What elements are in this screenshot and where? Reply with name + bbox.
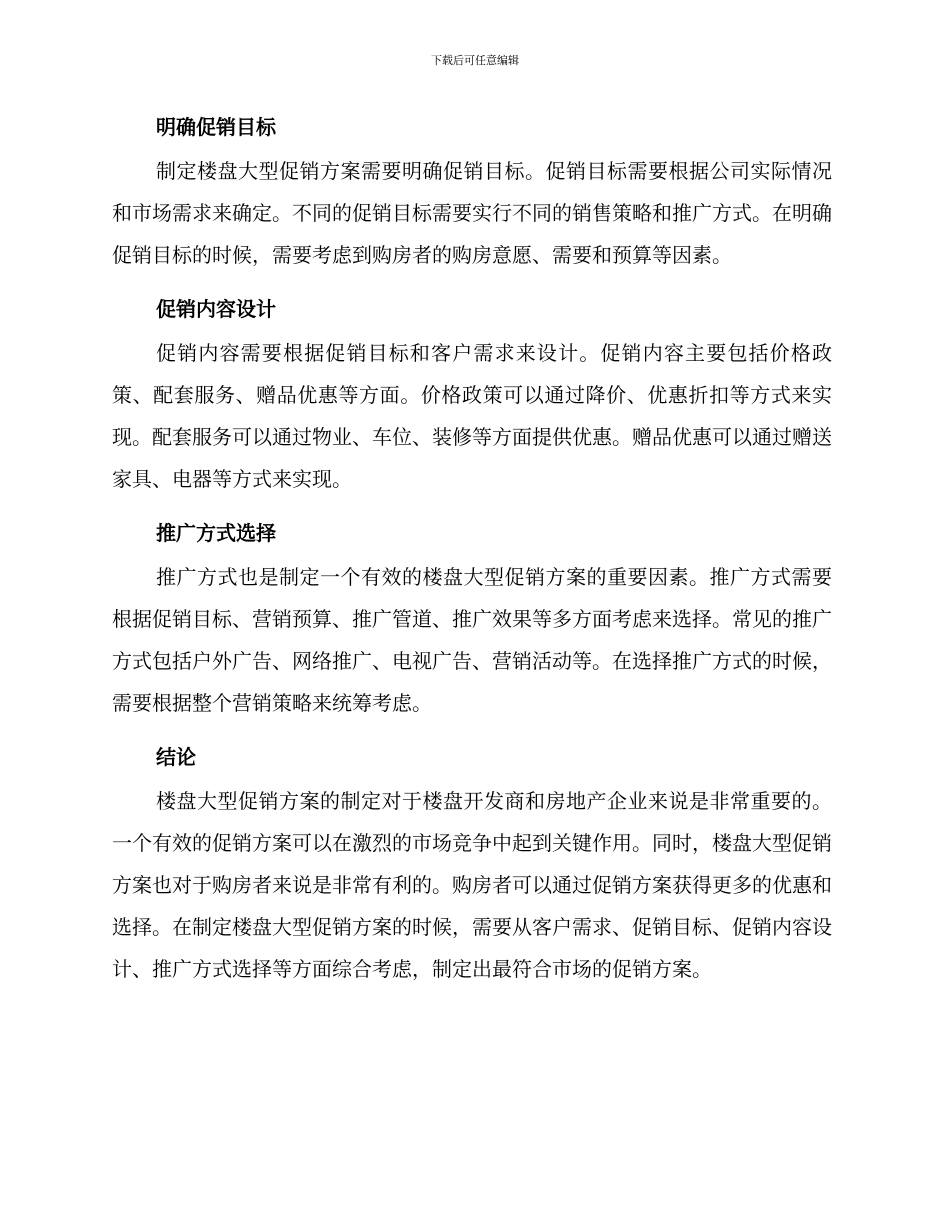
section-promotion-channel-selection [112,514,832,724]
section-paragraph: 制定楼盘大型促销方案需要明确促销目标。促销目标需要根据公司实际情况和市场需求来确定。不同的促销目标需要实行不同的销售策略和推广方式。在明确促销目标的时候，需要考虑到购房者的购房意愿、需要和预算等因素。 [112,159,832,267]
section-paragraph: 促销内容需要根据促销目标和客户需求来设计。促销内容主要包括价格政策、配套服务、赠品优惠等方面。价格政策可以通过降价、优惠折扣等方式来实现。配套服务可以通过物业、车位、装修等方面提供优惠。赠品优惠可以通过赠送家具、电器等方式来实现。 [112,341,832,491]
section-title: 明确促销目标 [156,115,276,139]
section-title: 结论 [156,745,196,769]
section-title: 推广方式选择 [156,521,276,545]
section-promotion-goals [112,108,832,276]
section-promotion-content-design [112,290,832,500]
page-header: 下载后可任意编辑 [431,54,519,67]
section-title: 促销内容设计 [156,297,276,321]
document-body [112,108,832,1004]
section-conclusion [112,738,832,990]
section-paragraph: 楼盘大型促销方案的制定对于楼盘开发商和房地产企业来说是非常重要的。一个有效的促销方案可以在激烈的市场竞争中起到关键作用。同时，楼盘大型促销方案也对于购房者来说是非常有利的。购房者可以通过促销方案获得更多的优惠和选择。在制定楼盘大型促销方案的时候，需要从客户需求、促销目标、促销内容设计、推广方式选择等方面综合考虑，制定出最符合市场的促销方案。 [112,789,832,981]
section-paragraph: 推广方式也是制定一个有效的楼盘大型促销方案的重要因素。推广方式需要根据促销目标、营销预算、推广管道、推广效果等多方面考虑来选择。常见的推广方式包括户外广告、网络推广、电视广告、营销活动等。在选择推广方式的时候，需要根据整个营销策略来统筹考虑。 [112,565,832,715]
